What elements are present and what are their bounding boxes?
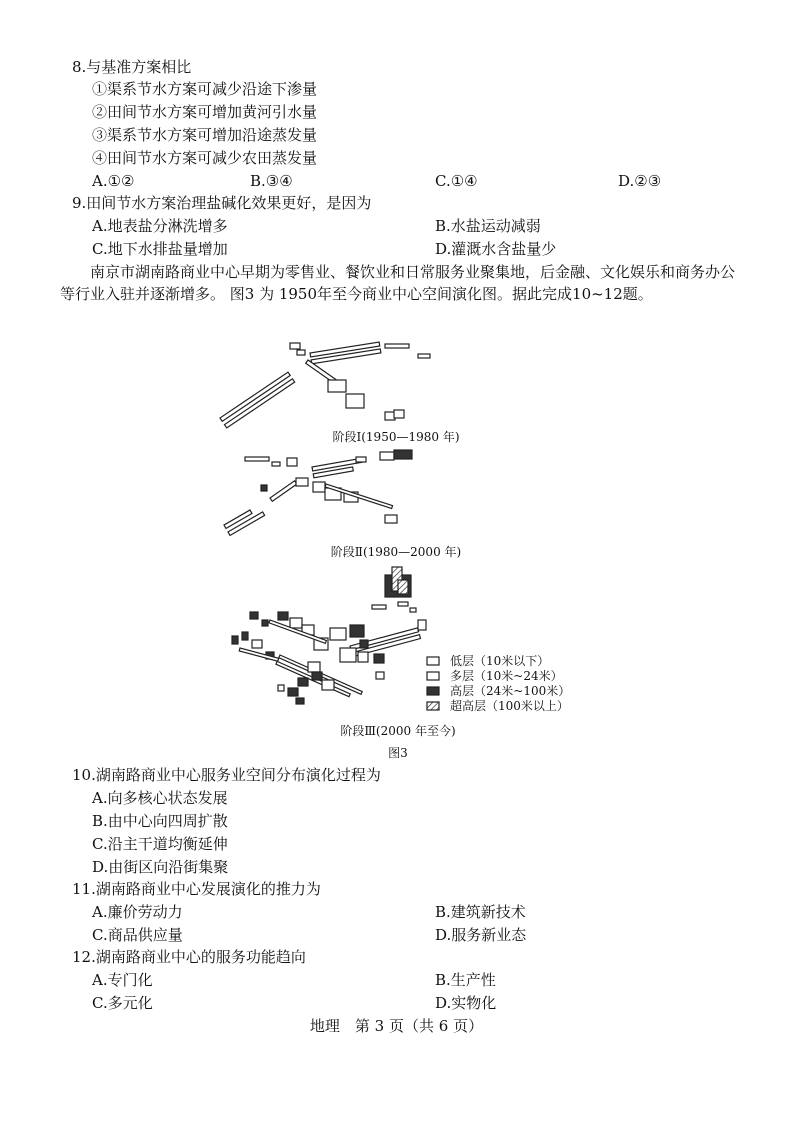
q12-option-c[interactable]: C.多元化	[92, 994, 153, 1012]
legend-swatch-low	[427, 657, 439, 665]
q12-stem: 12.湖南路商业中心的服务功能趋向	[72, 948, 306, 966]
legend-swatch-super	[427, 702, 439, 710]
stage-2-map	[224, 450, 412, 535]
q9-stem: 9.田间节水方案治理盐碱化效果更好，是因为	[72, 194, 372, 212]
q11-option-c[interactable]: C.商品供应量	[92, 926, 183, 944]
page-footer: 地理 第 3 页（共 6 页）	[309, 1017, 484, 1035]
q10-option-a[interactable]: A.向多核心状态发展	[92, 789, 228, 807]
q12-option-a[interactable]: A.专门化	[92, 971, 153, 989]
legend-swatch-mid	[427, 672, 439, 680]
legend-low: 低层（10米以下）	[450, 654, 550, 668]
q9-option-b[interactable]: B.水盐运动减弱	[435, 217, 541, 235]
q8-option-a[interactable]: A.①②	[92, 172, 135, 190]
q11-option-a[interactable]: A.廉价劳动力	[92, 903, 183, 921]
legend	[427, 653, 570, 713]
q11-option-b[interactable]: B.建筑新技术	[435, 903, 526, 921]
q8-stem: 8.与基准方案相比	[72, 58, 192, 76]
q8-option-d[interactable]: D.②③	[618, 172, 662, 190]
q12-option-d[interactable]: D.实物化	[435, 994, 497, 1012]
q10-option-b[interactable]: B.由中心向四周扩散	[92, 812, 228, 830]
q8-option-c[interactable]: C.①④	[435, 172, 478, 190]
q11-stem: 11.湖南路商业中心发展演化的推力为	[72, 880, 321, 898]
q9-option-c[interactable]: C.地下水排盐量增加	[92, 240, 228, 258]
passage-text: 南京市湖南路商业中心早期为零售业、餐饮业和日常服务业聚集地，后金融、文化娱乐和商务办公等行业入驻并逐渐增多。 图3 为 1950年至今商业中心空间演化图。据此完成10~12题。	[60, 263, 736, 303]
stage-3-label: 阶段Ⅲ(2000 年至今)	[340, 724, 456, 738]
legend-mid: 多层（10米~24米）	[450, 669, 563, 683]
legend-super: 超高层（100米以上）	[450, 699, 569, 713]
q10-stem: 10.湖南路商业中心服务业空间分布演化过程为	[72, 766, 381, 784]
passage	[60, 261, 736, 305]
figure-caption: 图3	[388, 746, 408, 760]
stage-3-map	[232, 567, 426, 704]
q11-option-d[interactable]: D.服务新业态	[435, 926, 527, 944]
figure-3	[0, 320, 793, 800]
q8-item-4: ④田间节水方案可减少农田蒸发量	[92, 149, 318, 167]
q9-option-d[interactable]: D.灌溉水含盐量少	[435, 240, 557, 258]
legend-swatch-high	[427, 687, 439, 695]
stage-1-map	[220, 342, 430, 428]
stage-1-label: 阶段Ⅰ(1950—1980 年)	[332, 430, 460, 444]
q8-item-3: ③渠系节水方案可增加沿途蒸发量	[92, 126, 318, 144]
q10-option-c[interactable]: C.沿主干道均衡延伸	[92, 835, 228, 853]
legend-high: 高层（24米~100米）	[450, 684, 571, 698]
q8-item-1: ①渠系节水方案可减少沿途下渗量	[92, 80, 318, 98]
q10-option-d[interactable]: D.由街区向沿街集聚	[92, 858, 229, 876]
q9-option-a[interactable]: A.地表盐分淋洗增多	[92, 217, 228, 235]
stage-2-label: 阶段Ⅱ(1980—2000 年)	[330, 545, 462, 559]
q8-item-2: ②田间节水方案可增加黄河引水量	[92, 103, 318, 121]
q12-option-b[interactable]: B.生产性	[435, 971, 496, 989]
q8-option-b[interactable]: B.③④	[250, 172, 293, 190]
